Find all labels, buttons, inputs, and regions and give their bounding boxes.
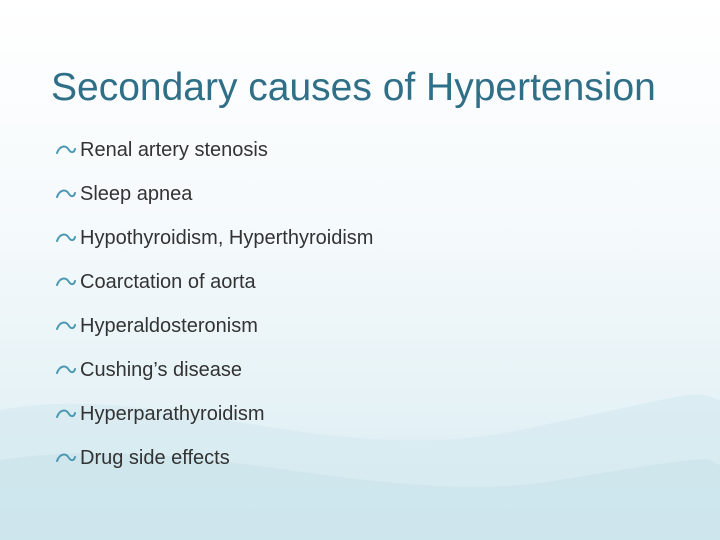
curl-bullet-icon [56,187,78,201]
curl-bullet-icon [56,451,78,465]
curl-bullet-icon [56,407,78,421]
bullet-text: Renal artery stenosis [80,138,268,161]
list-item [56,172,373,216]
list-item [56,304,373,348]
bullet-text: Hyperaldosteronism [80,314,258,337]
curl-bullet-icon [56,363,78,377]
bullet-text: Cushing’s disease [80,358,242,381]
list-item [56,216,373,260]
bullet-text: Coarctation of aorta [80,270,256,293]
list-item [56,128,373,172]
bullet-text: Hypothyroidism, Hyperthyroidism [80,226,374,249]
list-item [56,436,373,480]
curl-bullet-icon [56,143,78,157]
curl-bullet-icon [56,231,78,245]
list-item [56,392,373,436]
bullet-text: Drug side effects [80,446,230,469]
list-item [56,348,373,392]
bullet-text: Hyperparathyroidism [80,402,265,425]
list-item [56,260,373,304]
bullet-list [56,128,373,480]
curl-bullet-icon [56,319,78,333]
bullet-text: Sleep apnea [80,182,193,205]
slide-title: Secondary causes of Hypertension [51,66,656,109]
curl-bullet-icon [56,275,78,289]
